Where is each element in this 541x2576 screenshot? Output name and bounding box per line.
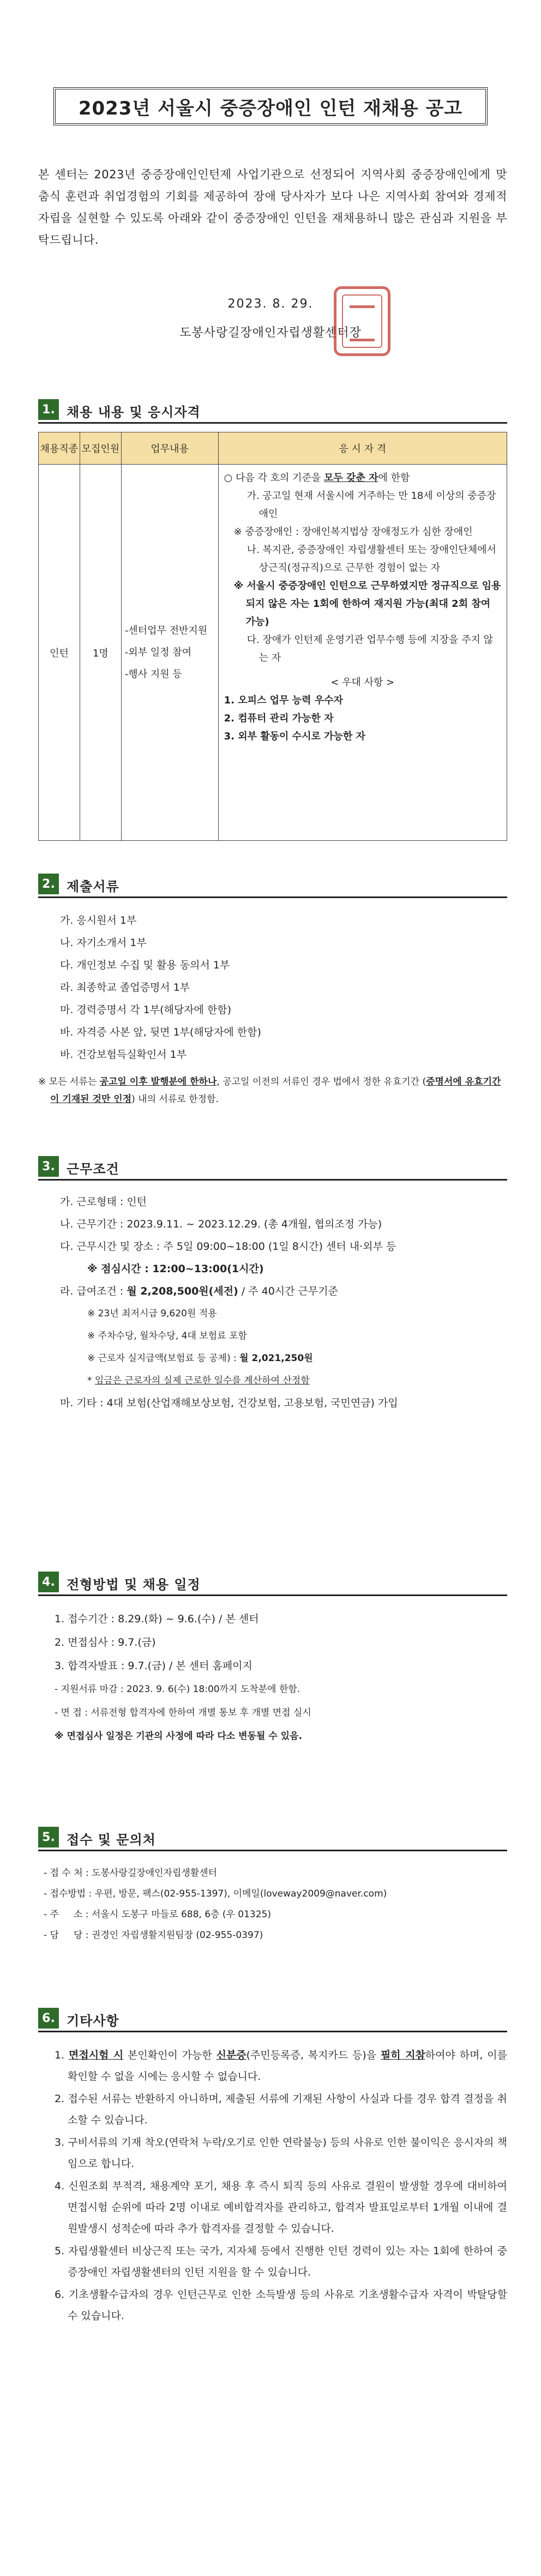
schedule-list — [55, 1608, 507, 1748]
etc-item: 2. 접수된 서류는 반환하지 아니하며, 제출된 서류에 기재된 사항이 사실과 다를 경우 합격 결정을 취소할 수 있습니다. — [55, 2093, 507, 2126]
organization-name: 도봉사랑길장애인자립생활센터장 — [179, 326, 362, 340]
preference-item: 3. 외부 활동이 수시로 가능한 자 — [224, 731, 365, 742]
list-item: 바. 자격증 사본 앞, 뒷면 1부(해당자에 한함) — [60, 1026, 261, 1038]
work-period: 나. 근무기간 : 2023.9.11. ~ 2023.12.29. (총 4개월, 협의조정 가능) — [60, 1218, 382, 1230]
etc-list — [55, 2045, 507, 2328]
documents-list — [60, 910, 502, 1066]
section-number: 5. — [38, 1827, 59, 1847]
etc-item: 6. 기초생활수급자의 경우 인턴근무로 인한 소득발생 등의 사유로 기초생활수급자 자격이 박탈당할 수 있습니다. — [55, 2289, 507, 2322]
cell-qualifications — [218, 465, 507, 841]
table-header-row — [39, 432, 507, 465]
contact-item: - 접 수 처 : 도봉사랑길장애인자립생활센터 — [44, 1868, 218, 1879]
section-number: 4. — [38, 1572, 59, 1592]
section-title: 제출서류 — [67, 879, 119, 894]
preference-title: < 우대 사항 > — [330, 677, 395, 688]
section-title: 근무조건 — [67, 1161, 119, 1177]
section-number: 6. — [38, 2008, 59, 2029]
cell-job-type: 인턴 — [39, 465, 80, 841]
section-4-header — [38, 1570, 507, 1596]
section-title: 기타사항 — [67, 2013, 119, 2029]
preference-item: 1. 오피스 업무 능력 우수자 — [224, 695, 343, 706]
contact-item: - 담 당 : 권경인 자립생활지원팀장 (02-955-0397) — [44, 1930, 263, 1941]
lunch-time: ※ 점심시간 : 12:00~13:00(1시간) — [87, 1263, 264, 1275]
table-row — [39, 465, 507, 841]
header-duties: 업무내용 — [121, 432, 218, 465]
documents-note: ※ 모든 서류는 공고일 이후 발행분에 한하나, 공고일 이전의 서류인 경우 법에서 정한 유효기간 (증명서에 유효기간이 기재된 것만 인정) 내의 서류로 한정함. — [38, 1076, 501, 1105]
section-6-header — [38, 2007, 507, 2032]
list-item: 마. 경력증명서 각 1부(해당자에 한함) — [60, 1004, 232, 1016]
list-item: 바. 건강보험득실확인서 1부 — [60, 1049, 187, 1061]
etc-item: 1. 면접시험 시 본인확인이 가능한 신분증(주민등록증, 복지카드 등)을 필히 지참하여야 하며, 이를 확인할 수 없을 시에는 응시할 수 없습니다. — [55, 2049, 508, 2083]
etc-item: 3. 구비서류의 기재 착오(연락처 누락/오기로 인한 연락불능) 등의 사유로 인한 불이익은 응시자의 책임으로 합니다. — [55, 2136, 507, 2170]
qual-emphasis: 모두 갖춘 자 — [324, 472, 378, 484]
schedule-item: 3. 합격자발표 : 9.7.(금) / 본 센터 홈페이지 — [55, 1660, 253, 1672]
pay-note-net: ※ 근로자 실지급액(보험료 등 공제) : 월 2,021,250원 — [87, 1353, 313, 1364]
qual-note-reapply: ※ 서울시 중증장애인 인턴으로 근무하였지만 정규직으로 임용되지 않은 자는 1회에 한하여 재지원 가능(최대 2회 참여 가능) — [233, 580, 501, 628]
duty-item: -행사 지원 등 — [124, 668, 182, 680]
section-title: 접수 및 문의처 — [67, 1832, 156, 1847]
pay-note: ※ 23년 최저시급 9,620원 적용 — [87, 1308, 217, 1319]
work-etc: 마. 기타 : 4대 보험(산업재해보상보험, 건강보험, 고용보험, 국민연금) 가입 — [60, 1397, 398, 1409]
duty-item: -외부 일정 참여 — [124, 646, 192, 658]
section-title: 채용 내용 및 응시자격 — [67, 405, 201, 420]
work-type: 가. 근로형태 : 인턴 — [60, 1196, 147, 1208]
list-item: 라. 최종학교 졸업증명서 1부 — [60, 982, 190, 994]
seal-mark — [350, 305, 375, 341]
section-number: 1. — [38, 399, 59, 420]
etc-item: 5. 자립생활센터 비상근직 또는 국가, 지자체 등에서 진행한 인턴 경력이 있는 자는 1회에 한하여 중증장애인 자립생활센터의 인턴 지원을 할 수 있습니다. — [55, 2245, 507, 2278]
section-title: 전형방법 및 채용 일정 — [67, 1577, 201, 1592]
pay-note-calc: * 임금은 근로자의 실제 근로한 일수를 계산하여 산정함 — [87, 1375, 310, 1386]
work-hours: 다. 근무시간 및 장소 : 주 5일 09:00~18:00 (1일 8시간) 센터 내·외부 등 — [60, 1241, 396, 1253]
schedule-item: 1. 접수기간 : 8.29.(화) ~ 9.6.(수) / 본 센터 — [55, 1613, 259, 1625]
header-job-type: 채용직종 — [39, 432, 80, 465]
section-2-header — [38, 872, 507, 898]
list-item: 나. 자기소개서 1부 — [60, 937, 147, 949]
schedule-note: ※ 면접심사 일정은 기관의 사정에 따라 다소 변동될 수 있음. — [55, 1731, 302, 1742]
pay-note: ※ 주차수당, 월차수당, 4대 보험료 포함 — [87, 1331, 247, 1341]
announcement-date: 2023. 8. 29. — [227, 297, 314, 311]
section-1-header — [38, 398, 507, 424]
list-item: 가. 응시원서 1부 — [60, 914, 137, 926]
qual-item-na: 나. 복지관, 중증장애인 자립생활센터 또는 장애인단체에서 상근직(정규직)으로 근무한 경험이 없는 자 — [247, 544, 496, 574]
contact-item: - 접수방법 : 우편, 방문, 팩스(02-955-1397), 이메일(loveway2009@naver.com) — [44, 1888, 387, 1899]
qual-note: ※ 중증장애인 : 장애인복지법상 장애정도가 심한 장애인 — [233, 526, 473, 538]
list-item: 다. 개인정보 수집 및 활용 동의서 1부 — [60, 959, 230, 971]
section-5-header — [38, 1826, 507, 1851]
recruitment-table — [38, 432, 507, 841]
cell-count: 1명 — [80, 465, 121, 841]
schedule-item: 2. 면접심사 : 9.7.(금) — [55, 1636, 156, 1648]
etc-item: 4. 신원조회 부적격, 채용계약 포기, 채용 후 즉시 퇴직 등의 사유로 결원이 발생할 경우에 대비하여 면접시험 순위에 따라 2명 이내로 예비합격자를 관리하고, 합격자 발표일로부터 1개월 이내에 결원발생시 성적순에 따라 추가 합격자를 결정할 수 있습니다. — [55, 2180, 507, 2235]
contact-list — [44, 1863, 507, 1946]
pay-amount: 월 2,208,500원(세전) — [127, 1285, 238, 1297]
contact-item: - 주 소 : 서울시 도봉구 마들로 688, 6층 (우 01325) — [44, 1909, 272, 1920]
header-count: 모집인원 — [80, 432, 121, 465]
section-3-header — [38, 1155, 507, 1181]
header-qualifications: 응 시 자 격 — [218, 432, 507, 465]
section-number: 3. — [38, 1156, 59, 1177]
circle-bullet: ○ — [224, 472, 236, 484]
section-number: 2. — [38, 874, 59, 894]
duty-item: -센터업무 전반지원 — [124, 624, 208, 636]
qual-item-ga: 가. 공고일 현재 서울시에 거주하는 만 18세 이상의 중증장애인 — [247, 490, 496, 520]
pay-condition: 라. 급여조건 : 월 2,208,500원(세전) / 주 40시간 근무기준 — [60, 1285, 338, 1297]
cell-duties — [121, 465, 218, 841]
schedule-item: - 지원서류 마감 : 2023. 9. 6(수) 18:00까지 도착분에 한함. — [55, 1684, 300, 1695]
schedule-item: - 면 접 : 서류전형 합격자에 한하여 개별 통보 후 개별 면접 실시 — [55, 1707, 311, 1718]
conditions-list — [60, 1191, 502, 1415]
page-title: 2023년 서울시 중증장애인 인턴 재채용 공고 — [53, 87, 488, 125]
preference-item: 2. 컴퓨터 관리 가능한 자 — [224, 713, 334, 724]
qual-criteria: ○ 다음 각 호의 기준을 모두 갖춘 자에 한함 — [224, 472, 410, 484]
qual-item-da: 다. 장애가 인턴제 운영기관 업무수행 등에 지장을 주지 않는 자 — [247, 634, 493, 664]
official-seal — [334, 286, 390, 356]
intro-paragraph: 본 센터는 2023년 중증장애인인턴제 사업기관으로 선정되어 지역사회 중증장애인에게 맞춤식 훈련과 취업경험의 기회를 제공하여 장애 당사자가 보다 나은 지역사회 참여와 경제적 자립을 실현할 수 있도록 아래와 같이 중증장애인 인턴을 재채용하니 많은 관심과 지원을 부탁드립니다. — [38, 168, 507, 246]
